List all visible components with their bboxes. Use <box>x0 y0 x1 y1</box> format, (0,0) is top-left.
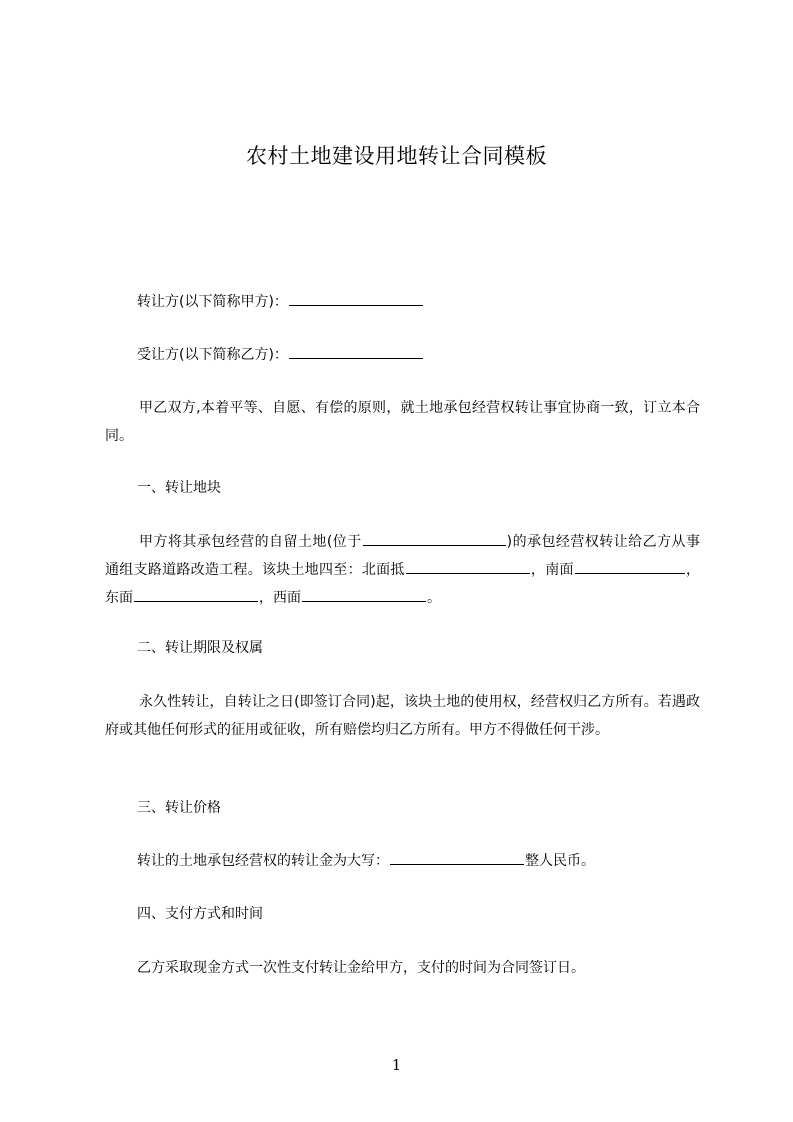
section3-heading: 三、转让价格 <box>137 800 221 816</box>
section1-heading: 一、转让地块 <box>137 480 221 496</box>
section1-text-b: )的承包经营权转让给乙方从事通组支路道路改造工程。该块土地四至：北面抵 <box>105 534 700 578</box>
party-a-line <box>137 291 424 312</box>
section3-text-a: 转让的土地承包经营权的转让金为大写： <box>137 853 389 869</box>
section3-text-b: 整人民币。 <box>525 853 595 869</box>
location-blank <box>363 531 506 546</box>
section2-heading: 二、转让期限及权属 <box>137 640 263 656</box>
party-b-line <box>137 344 424 365</box>
section1-text-d: ，东面 <box>105 562 701 606</box>
party-a-blank <box>289 291 423 306</box>
party-a-label: 转让方(以下简称甲方)： <box>137 294 288 310</box>
east-boundary-blank <box>134 587 258 602</box>
document-title: 农村土地建设用地转让合同模板 <box>246 144 547 168</box>
section1-paragraph <box>105 528 700 612</box>
west-boundary-blank <box>302 587 426 602</box>
north-boundary-blank <box>406 559 530 574</box>
section1-text-a: 甲方将其承包经营的自留土地(位于 <box>139 534 362 550</box>
party-b-label: 受让方(以下简称乙方)： <box>137 347 288 363</box>
section1-text-f: 。 <box>427 590 441 606</box>
page-number: 1 <box>391 1056 402 1074</box>
preamble-paragraph: 甲乙双方,本着平等、自愿、有偿的原则，就土地承包经营权转让事宜协商一致，订立本合同。 <box>105 400 700 444</box>
party-b-blank <box>289 344 423 359</box>
price-blank <box>390 850 524 865</box>
section2-paragraph: 永久性转让，自转让之日(即签订合同)起，该块土地的使用权，经营权归乙方所有。若遇政府或其他任何形式的征用或征收，所有赔偿均归乙方所有。甲方不得做任何干涉。 <box>105 694 700 738</box>
section1-text-c: ，南面 <box>530 562 574 578</box>
section4-paragraph: 乙方采取现金方式一次性支付转让金给甲方，支付的时间为合同签订日。 <box>137 960 585 976</box>
section3-paragraph <box>137 850 595 871</box>
section4-heading: 四、支付方式和时间 <box>137 906 263 922</box>
south-boundary-blank <box>575 559 685 574</box>
section1-text-e: ，西面 <box>259 590 301 606</box>
